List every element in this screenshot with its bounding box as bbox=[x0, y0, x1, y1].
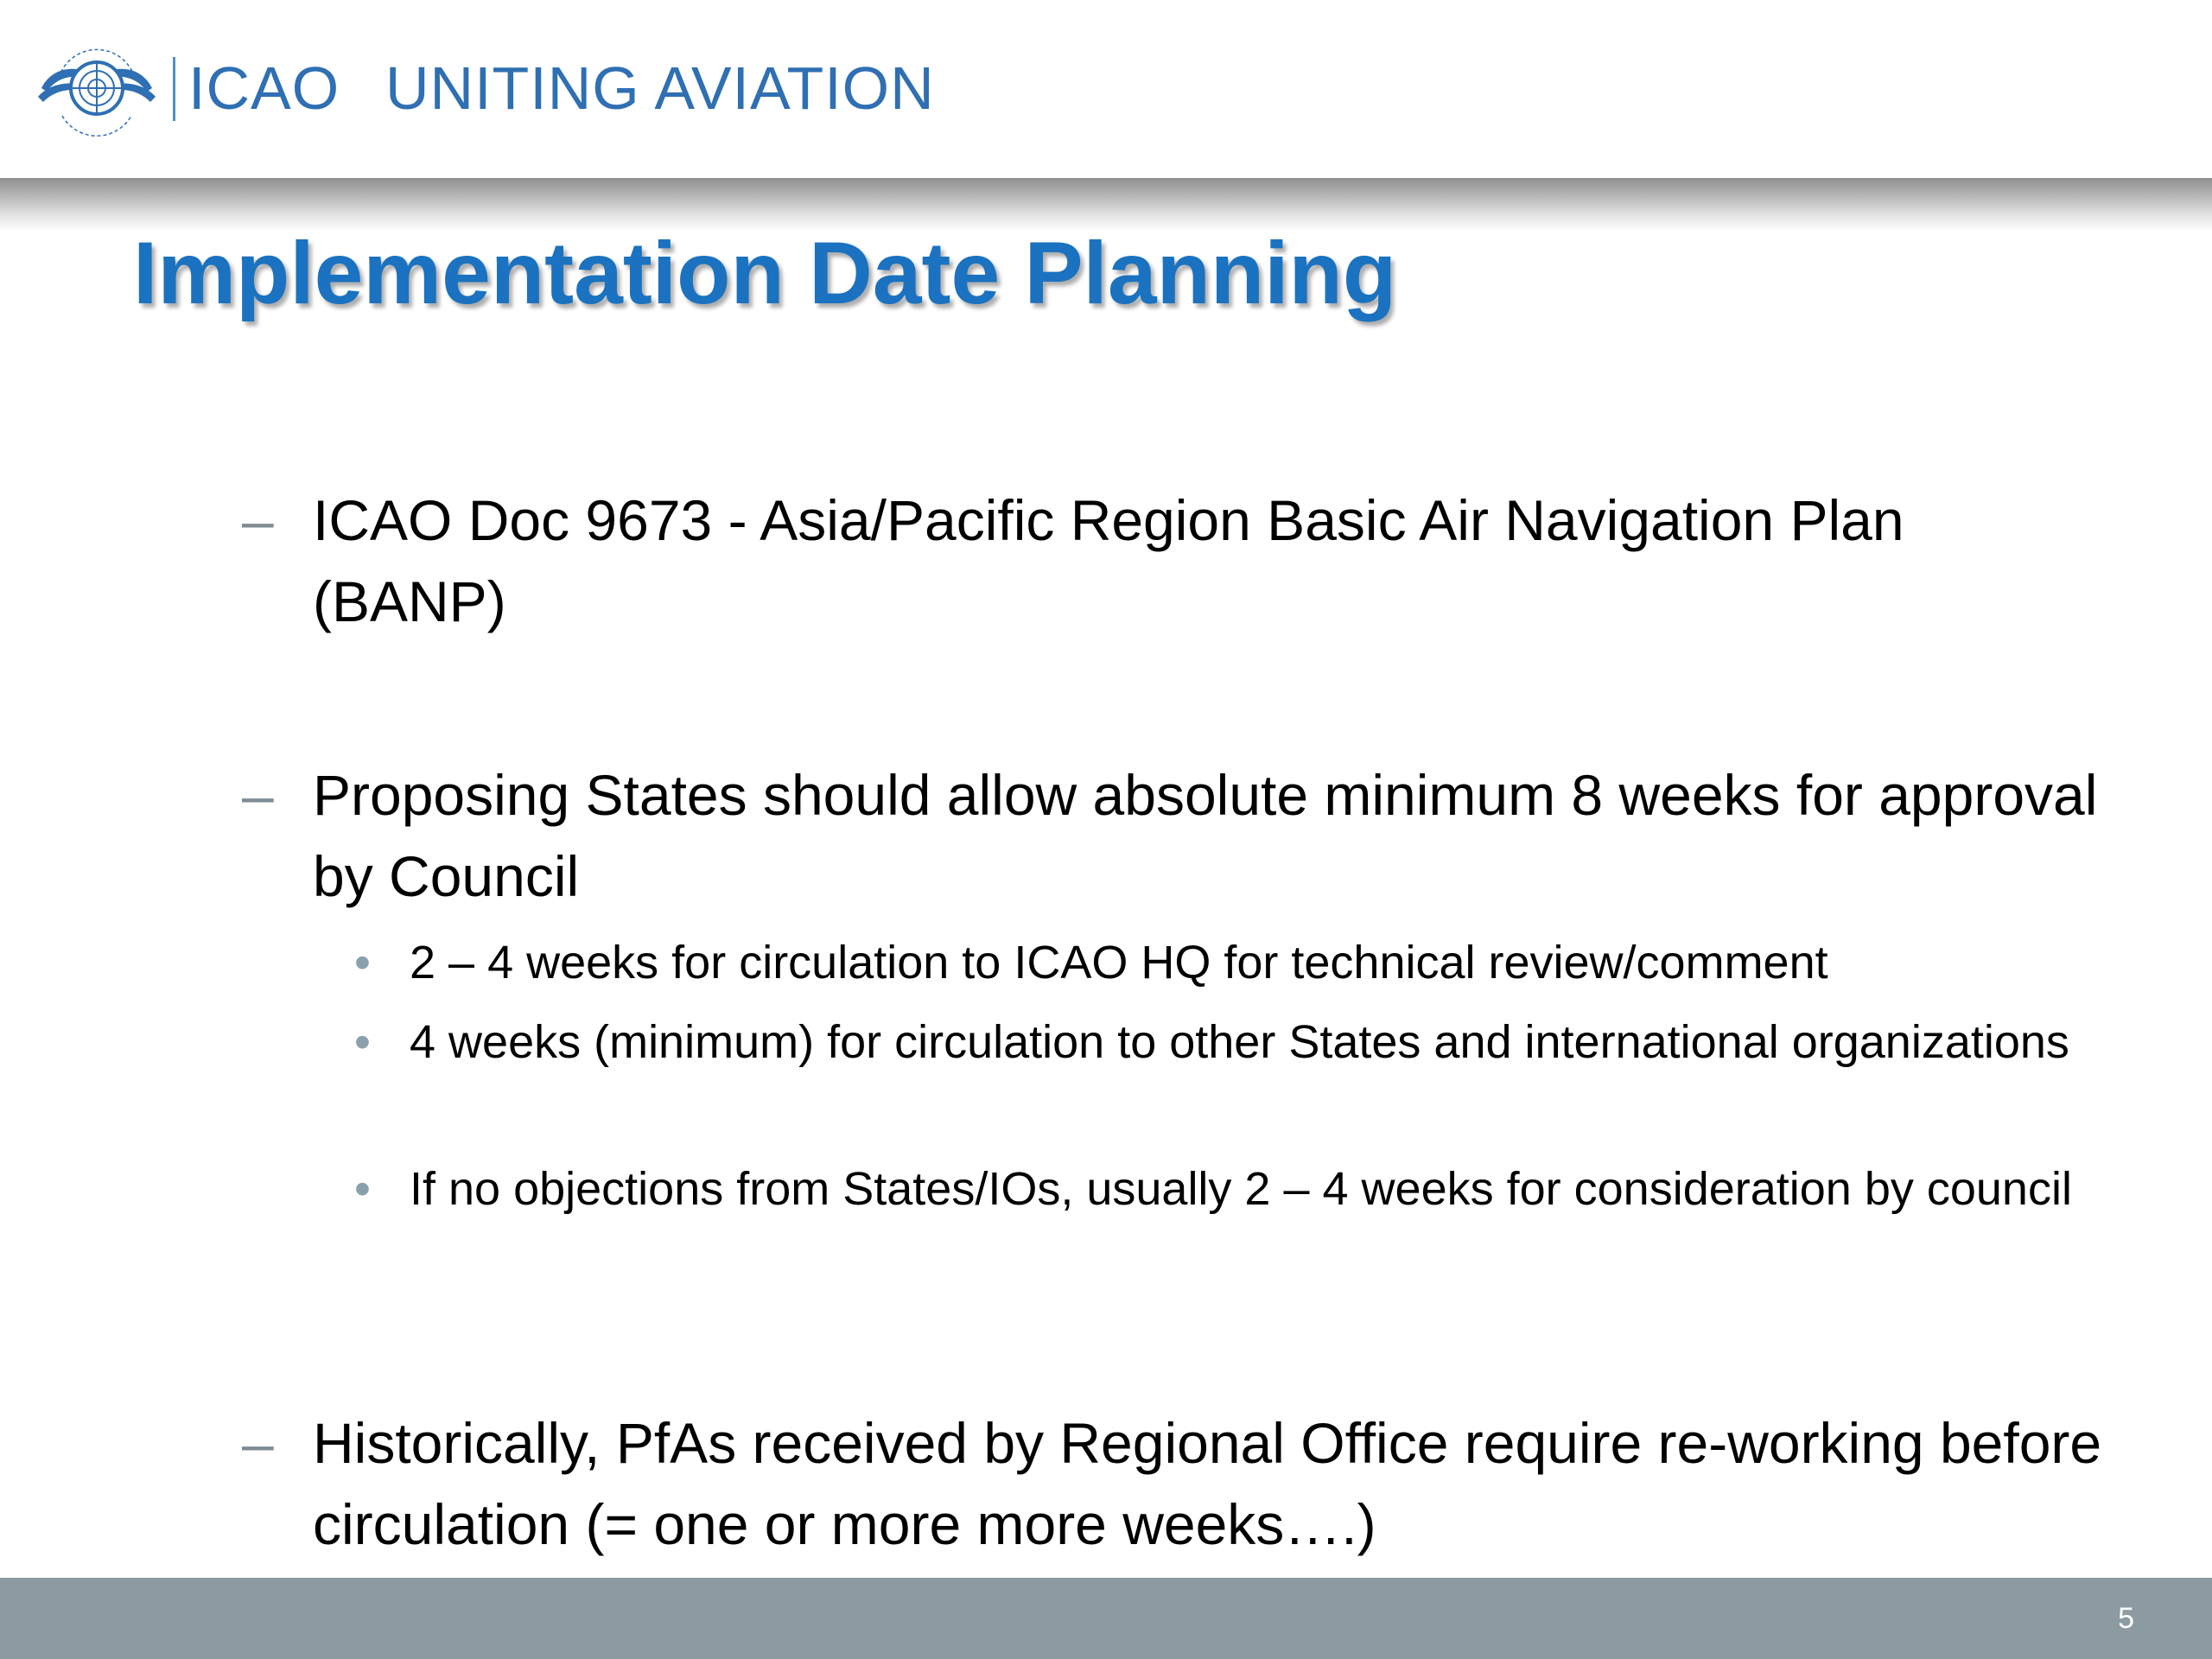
icao-emblem-logo bbox=[33, 36, 161, 142]
bullet-item bbox=[242, 480, 2108, 642]
dash-marker: – bbox=[242, 1411, 274, 1475]
dot-marker: • bbox=[354, 937, 371, 988]
dash-marker: – bbox=[242, 488, 274, 552]
header-bar bbox=[0, 0, 2212, 178]
bullet-text: ICAO Doc 9673 - Asia/Pacific Region Basic Air Navigation Plan (BANP) bbox=[313, 488, 1904, 633]
logo-divider bbox=[173, 57, 175, 121]
page-number: 5 bbox=[2118, 1602, 2134, 1635]
sub-bullet-text: If no objections from States/IOs, usually 2 – 4 weeks for consideration by council bbox=[410, 1163, 2072, 1215]
tagline: UNITING AVIATION bbox=[385, 54, 935, 122]
sub-bullet-item bbox=[354, 1008, 2082, 1076]
bullet-text: Historically, PfAs received by Regional Office require re-working before circulation (= one or more more weeks….) bbox=[313, 1411, 2102, 1556]
icao-wordmark: ICAO bbox=[188, 54, 340, 122]
slide-title: Implementation Date Planning bbox=[133, 224, 1397, 322]
dot-marker: • bbox=[354, 1163, 371, 1215]
sub-bullet-text: 2 – 4 weeks for circulation to ICAO HQ for technical review/comment bbox=[410, 937, 1828, 988]
sub-bullet-item bbox=[354, 1155, 2082, 1223]
bullet-item bbox=[242, 754, 2108, 917]
sub-bullet-item bbox=[354, 929, 2082, 996]
dash-marker: – bbox=[242, 763, 274, 827]
bullet-text: Proposing States should allow absolute minimum 8 weeks for approval by Council bbox=[313, 763, 2098, 908]
footer-bar bbox=[0, 1578, 2212, 1659]
bullet-item bbox=[242, 1402, 2108, 1565]
dot-marker: • bbox=[354, 1016, 371, 1068]
sub-bullet-text: 4 weeks (minimum) for circulation to other States and international organizations bbox=[410, 1016, 2069, 1068]
